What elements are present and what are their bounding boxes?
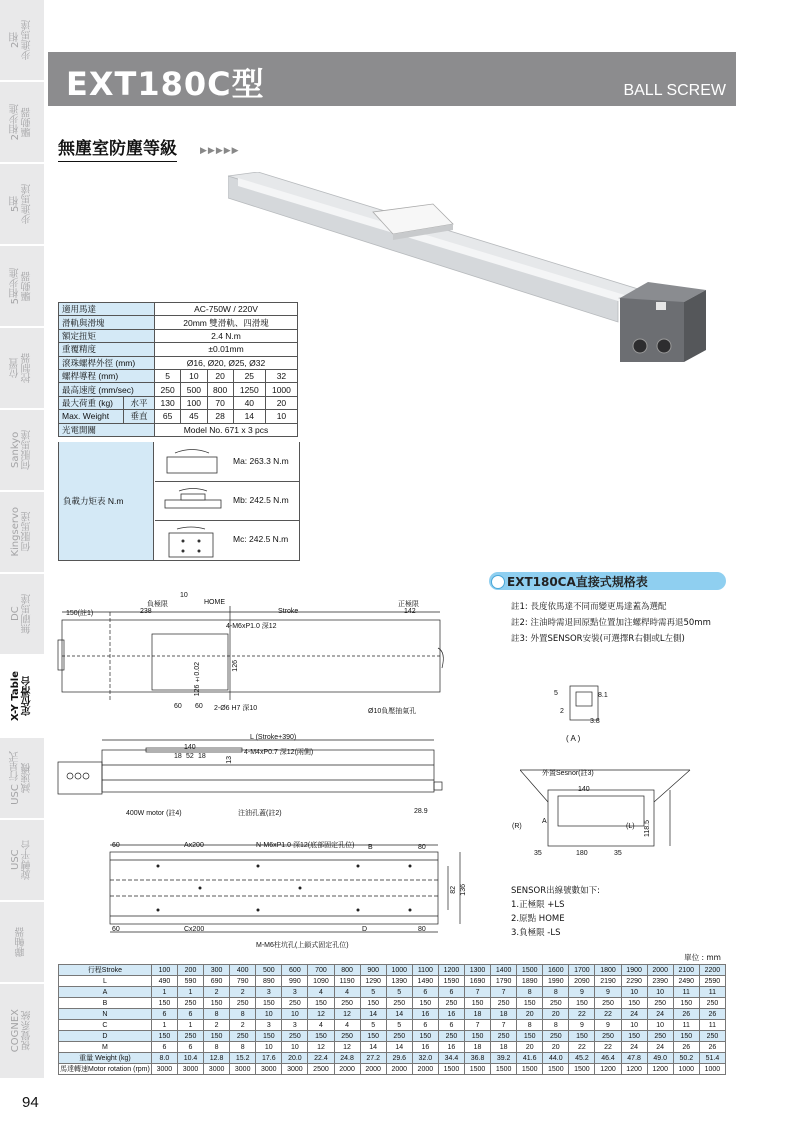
dimension-cell: 150 — [360, 1031, 386, 1042]
sidebar-item-xy-table[interactable]: X-Y Table 定位滑台 — [0, 656, 44, 738]
moment-table — [58, 442, 300, 561]
dimension-cell: 2 — [230, 987, 256, 998]
dimension-cell: 18 — [464, 1009, 490, 1020]
dimension-cell: 16 — [412, 1009, 438, 1020]
dimension-cell: 10 — [647, 1020, 673, 1031]
dimension-cell: 2190 — [595, 976, 621, 987]
dimension-row-header: C — [59, 1020, 152, 1031]
notes-block — [511, 599, 711, 647]
dimension-cell: 2000 — [647, 965, 673, 976]
dimension-cell: 150 — [151, 1031, 177, 1042]
dimension-row-header: A — [59, 987, 152, 998]
dimension-row-header: D — [59, 1031, 152, 1042]
dimension-cell: 150 — [464, 1031, 490, 1042]
dimension-cell: 400 — [230, 965, 256, 976]
dimension-cell: 250 — [282, 998, 308, 1009]
dimension-table — [58, 964, 726, 1075]
dimension-cell: 150 — [204, 1031, 230, 1042]
dimension-cell: 6 — [151, 1042, 177, 1053]
dimension-cell: 250 — [647, 998, 673, 1009]
dimension-cell: 1 — [151, 1020, 177, 1031]
dimension-cell: 3 — [282, 987, 308, 998]
dimension-cell: 2000 — [360, 1064, 386, 1075]
detail-drawings — [520, 670, 730, 860]
dimension-cell: 1590 — [438, 976, 464, 987]
sidebar-item-coupling[interactable]: 聯軸器 — [0, 902, 44, 984]
moment-ma: Ma: 263.3 N.m — [155, 442, 299, 482]
dimension-cell: 1990 — [543, 976, 569, 987]
note-2: 註2: 注油時需退回原點位置加注螺桿時需再退50mm — [511, 618, 711, 628]
dimension-row-header: 重量 Weight (kg) — [59, 1053, 152, 1064]
dimension-cell: 250 — [543, 1031, 569, 1042]
dimension-cell: 250 — [595, 1031, 621, 1042]
dimension-cell: 250 — [386, 998, 412, 1009]
dimension-cell: 16 — [438, 1009, 464, 1020]
dimension-cell: 1790 — [491, 976, 517, 987]
dimension-cell: 2000 — [412, 1064, 438, 1075]
dimension-cell: 150 — [621, 998, 647, 1009]
dimension-cell: 250 — [647, 1031, 673, 1042]
dimension-cell: 1200 — [438, 965, 464, 976]
sidebar-item-2phase-driver[interactable]: 2相步進 驅動器 — [0, 82, 44, 164]
dimension-row-header: N — [59, 1009, 152, 1020]
dimension-cell: 2100 — [673, 965, 699, 976]
dimension-cell: 22.4 — [308, 1053, 334, 1064]
dimension-cell: 24 — [647, 1042, 673, 1053]
unit-label: 單位 : mm — [684, 953, 721, 962]
dimension-cell: 7 — [491, 987, 517, 998]
dimension-cell: 1000 — [699, 1064, 725, 1075]
section-title: 無塵室防塵等級 — [58, 134, 177, 162]
dimension-cell: 9 — [569, 987, 595, 998]
dimension-cell: 16 — [438, 1042, 464, 1053]
moment-mc: Mc: 242.5 N.m — [155, 520, 299, 559]
dimension-cell: 250 — [595, 998, 621, 1009]
dimension-cell: 10 — [621, 1020, 647, 1031]
dimension-cell: 1500 — [569, 1064, 595, 1075]
technical-drawing — [50, 590, 510, 950]
product-title: EXT180C型 — [66, 65, 265, 103]
page-number: 94 — [22, 1094, 39, 1111]
dimension-cell: 24 — [647, 1009, 673, 1020]
dimension-cell: 26 — [699, 1009, 725, 1020]
dimension-cell: 600 — [282, 965, 308, 976]
dimension-cell: 9 — [595, 987, 621, 998]
note-1: 註1: 長度依馬達不同而變更馬達蓋為選配 — [511, 602, 667, 612]
dimension-cell: 2090 — [569, 976, 595, 987]
dimension-cell: 46.4 — [595, 1053, 621, 1064]
dimension-row — [59, 1042, 726, 1053]
dimension-cell: 250 — [699, 998, 725, 1009]
dimension-cell: 250 — [230, 998, 256, 1009]
dimension-cell: 150 — [204, 998, 230, 1009]
dimension-cell: 250 — [543, 998, 569, 1009]
dimension-cell: 990 — [282, 976, 308, 987]
dimension-cell: 1 — [177, 1020, 203, 1031]
dimension-cell: 12 — [334, 1009, 360, 1020]
dimension-cell: 44.0 — [543, 1053, 569, 1064]
dimension-cell: 1 — [151, 987, 177, 998]
sidebar-item-position-controller[interactable]: 位置 控制器 — [0, 328, 44, 410]
dimension-cell: 2390 — [647, 976, 673, 987]
dimension-cell: 1500 — [491, 1064, 517, 1075]
dimension-cell: 1200 — [621, 1064, 647, 1075]
note-3: 註3: 外置SENSOR安裝(可選擇R右側或L左側) — [511, 634, 685, 644]
dimension-cell: 20 — [543, 1009, 569, 1020]
dimension-cell: 150 — [256, 1031, 282, 1042]
dimension-row-header: B — [59, 998, 152, 1009]
dimension-row — [59, 965, 726, 976]
dimension-cell: 1000 — [386, 965, 412, 976]
dimension-cell: 8 — [204, 1009, 230, 1020]
dimension-cell: 1500 — [438, 1064, 464, 1075]
dimension-cell: 150 — [308, 1031, 334, 1042]
dimension-cell: 2000 — [386, 1064, 412, 1075]
dimension-cell: 2 — [204, 1020, 230, 1031]
dimension-cell: 2490 — [673, 976, 699, 987]
dimension-cell: 250 — [334, 1031, 360, 1042]
dimension-cell: 300 — [204, 965, 230, 976]
dimension-cell: 3 — [256, 1020, 282, 1031]
product-subtitle: BALL SCREW — [623, 82, 726, 99]
dimension-cell: 49.0 — [647, 1053, 673, 1064]
dimension-cell: 1890 — [517, 976, 543, 987]
dimension-cell: 6 — [438, 987, 464, 998]
dimension-cell: 5 — [360, 1020, 386, 1031]
dimension-cell: 250 — [438, 1031, 464, 1042]
dimension-row — [59, 1064, 726, 1075]
dimension-cell: 150 — [569, 998, 595, 1009]
dimension-cell: 10 — [282, 1009, 308, 1020]
dimension-row — [59, 1009, 726, 1020]
dimension-cell: 590 — [177, 976, 203, 987]
dimension-cell: 150 — [673, 998, 699, 1009]
dimension-cell: 250 — [438, 998, 464, 1009]
dimension-cell: 3 — [282, 1020, 308, 1031]
dimension-cell: 150 — [151, 998, 177, 1009]
dimension-cell: 790 — [230, 976, 256, 987]
dimension-cell: 11 — [699, 987, 725, 998]
dimension-cell: 1800 — [595, 965, 621, 976]
moment-label: 負載力矩表 N.m — [59, 442, 154, 560]
dimension-cell: 12 — [308, 1009, 334, 1020]
dimension-cell: 9 — [569, 1020, 595, 1031]
dimension-cell: 47.8 — [621, 1053, 647, 1064]
dimension-cell: 150 — [412, 998, 438, 1009]
dimension-cell: 1190 — [334, 976, 360, 987]
dimension-cell: 4 — [334, 987, 360, 998]
dimension-row-header: 馬達轉速Motor rotation (rpm) — [59, 1064, 152, 1075]
dimension-cell: 3000 — [204, 1064, 230, 1075]
sensor-wiring-notes: SENSOR出線號數如下: 1.正極限 +LS 2.原點 HOME 3.負極限 -LS — [511, 886, 600, 938]
dimension-cell: 3 — [256, 987, 282, 998]
dimension-cell: 24 — [621, 1009, 647, 1020]
sidebar-item-usc-planetary[interactable]: USC 行星式 減速機 — [0, 738, 44, 820]
dimension-cell: 2290 — [621, 976, 647, 987]
dimension-cell: 27.2 — [360, 1053, 386, 1064]
dimension-cell: 18 — [464, 1042, 490, 1053]
dimension-cell: 2000 — [334, 1064, 360, 1075]
dimension-cell: 250 — [386, 1031, 412, 1042]
dimension-cell: 50.2 — [673, 1053, 699, 1064]
dimension-cell: 15.2 — [230, 1053, 256, 1064]
dimension-cell: 18 — [491, 1009, 517, 1020]
dimension-cell: 8 — [230, 1042, 256, 1053]
dimension-cell: 900 — [360, 965, 386, 976]
dimension-cell: 5 — [386, 987, 412, 998]
dimension-cell: 700 — [308, 965, 334, 976]
dimension-cell: 6 — [438, 1020, 464, 1031]
dimension-cell: 250 — [282, 1031, 308, 1042]
dimension-row — [59, 1020, 726, 1031]
dimension-row-header: L — [59, 976, 152, 987]
dimension-cell: 3000 — [230, 1064, 256, 1075]
dimension-cell: 45.2 — [569, 1053, 595, 1064]
dimension-cell: 20 — [517, 1042, 543, 1053]
dimension-cell: 6 — [412, 987, 438, 998]
dimension-cell: 2 — [230, 1020, 256, 1031]
dimension-cell: 14 — [386, 1009, 412, 1020]
dimension-cell: 26 — [699, 1042, 725, 1053]
dimension-cell: 150 — [673, 1031, 699, 1042]
product-illustration — [228, 172, 718, 362]
dimension-cell: 4 — [308, 987, 334, 998]
dimension-cell: 2 — [204, 987, 230, 998]
dimension-cell: 150 — [569, 1031, 595, 1042]
ma-diagram-icon — [161, 447, 225, 477]
dimension-cell: 150 — [360, 998, 386, 1009]
dimension-cell: 8 — [517, 1020, 543, 1031]
dimension-cell: 2500 — [308, 1064, 334, 1075]
sidebar-item-cognex[interactable]: COGNEX 視覺系統 — [0, 984, 44, 1080]
dimension-cell: 16 — [412, 1042, 438, 1053]
dimension-cell: 150 — [256, 998, 282, 1009]
dimension-cell: 1600 — [543, 965, 569, 976]
dimension-cell: 22 — [569, 1042, 595, 1053]
dimension-cell: 1900 — [621, 965, 647, 976]
dimension-cell: 1500 — [517, 965, 543, 976]
sidebar-item-2phase-stepper[interactable]: 2相 步進馬達 — [0, 0, 44, 82]
dimension-cell: 41.6 — [517, 1053, 543, 1064]
dimension-cell: 200 — [177, 965, 203, 976]
dimension-cell: 10 — [282, 1042, 308, 1053]
dimension-cell: 6 — [412, 1020, 438, 1031]
dimension-row — [59, 998, 726, 1009]
dimension-cell: 250 — [177, 998, 203, 1009]
dimension-cell: 1490 — [412, 976, 438, 987]
dimension-cell: 4 — [308, 1020, 334, 1031]
dimension-row-header: M — [59, 1042, 152, 1053]
dimension-cell: 12 — [308, 1042, 334, 1053]
sidebar-item-dc-brushless[interactable]: DC 無刷馬達 — [0, 574, 44, 656]
dimension-cell: 150 — [464, 998, 490, 1009]
dimension-cell: 7 — [464, 987, 490, 998]
sidebar-item-sankyo-servo[interactable]: Sankyo 伺服馬達 — [0, 410, 44, 492]
dimension-cell: 36.8 — [464, 1053, 490, 1064]
sidebar-item-5phase-driver[interactable]: 5相步進 驅動器 — [0, 246, 44, 328]
dimension-cell: 11 — [673, 1020, 699, 1031]
dimension-cell: 1200 — [647, 1064, 673, 1075]
dimension-cell: 8 — [230, 1009, 256, 1020]
dimension-cell: 14 — [360, 1009, 386, 1020]
dimension-cell: 5 — [360, 987, 386, 998]
dimension-cell: 1000 — [673, 1064, 699, 1075]
dimension-cell: 5 — [386, 1020, 412, 1031]
dimension-cell: 2200 — [699, 965, 725, 976]
dimension-cell: 8 — [543, 987, 569, 998]
dimension-cell: 22 — [595, 1042, 621, 1053]
dimension-cell: 800 — [334, 965, 360, 976]
dimension-cell: 24.8 — [334, 1053, 360, 1064]
sidebar-item-usc-rotary[interactable]: USC 旋轉平台 — [0, 820, 44, 902]
moment-mb: Mb: 242.5 N.m — [155, 481, 299, 521]
dimension-cell: 100 — [151, 965, 177, 976]
dimension-cell: 490 — [151, 976, 177, 987]
dimension-cell: 1700 — [569, 965, 595, 976]
dimension-row — [59, 987, 726, 998]
dimension-cell: 11 — [673, 987, 699, 998]
dimension-cell: 26 — [673, 1009, 699, 1020]
dimension-cell: 1690 — [464, 976, 490, 987]
dimension-cell: 690 — [204, 976, 230, 987]
dimension-cell: 10.4 — [177, 1053, 203, 1064]
dimension-cell: 29.6 — [386, 1053, 412, 1064]
category-sidebar — [0, 0, 44, 1080]
dimension-cell: 1 — [177, 987, 203, 998]
dimension-cell: 8.0 — [151, 1053, 177, 1064]
dimension-cell: 4 — [334, 1020, 360, 1031]
dimension-cell: 18 — [491, 1042, 517, 1053]
sidebar-item-5phase-stepper[interactable]: 5相 步進馬達 — [0, 164, 44, 246]
dimension-cell: 6 — [151, 1009, 177, 1020]
dimension-cell: 250 — [491, 1031, 517, 1042]
dimension-cell: 500 — [256, 965, 282, 976]
dimension-cell: 150 — [621, 1031, 647, 1042]
dimension-cell: 51.4 — [699, 1053, 725, 1064]
dimension-cell: 1200 — [595, 1064, 621, 1075]
dimension-cell: 150 — [412, 1031, 438, 1042]
dimension-cell: 12 — [334, 1042, 360, 1053]
dimension-cell: 250 — [334, 998, 360, 1009]
dimension-cell: 1290 — [360, 976, 386, 987]
dimension-row-header: 行程Stroke — [59, 965, 152, 976]
dimension-cell: 10 — [256, 1009, 282, 1020]
dimension-cell: 9 — [595, 1020, 621, 1031]
dimension-cell: 250 — [491, 998, 517, 1009]
dimension-cell: 6 — [177, 1042, 203, 1053]
dimension-cell: 32.0 — [412, 1053, 438, 1064]
dimension-row — [59, 976, 726, 987]
dimension-cell: 10 — [621, 987, 647, 998]
dimension-cell: 1500 — [517, 1064, 543, 1075]
dimension-cell: 10 — [256, 1042, 282, 1053]
dimension-cell: 150 — [517, 998, 543, 1009]
dimension-cell: 14 — [386, 1042, 412, 1053]
dimension-cell: 14 — [360, 1042, 386, 1053]
dimension-cell: 26 — [673, 1042, 699, 1053]
dimension-cell: 1400 — [491, 965, 517, 976]
dimension-cell: 20.0 — [282, 1053, 308, 1064]
dimension-cell: 10 — [647, 987, 673, 998]
dimension-cell: 3000 — [282, 1064, 308, 1075]
title-banner — [48, 52, 736, 106]
dimension-cell: 22 — [569, 1009, 595, 1020]
bullet-icon — [491, 575, 505, 589]
dimension-cell: 1390 — [386, 976, 412, 987]
dimension-cell: 22 — [595, 1009, 621, 1020]
dimension-cell: 39.2 — [491, 1053, 517, 1064]
mb-diagram-icon — [161, 486, 225, 516]
dimension-cell: 6 — [177, 1009, 203, 1020]
dimension-cell: 8 — [543, 1020, 569, 1031]
dimension-cell: 20 — [543, 1042, 569, 1053]
dimension-cell: 7 — [464, 1020, 490, 1031]
dimension-cell: 3000 — [256, 1064, 282, 1075]
dimension-cell: 12.8 — [204, 1053, 230, 1064]
dimension-cell: 3000 — [151, 1064, 177, 1075]
dimension-cell: 250 — [230, 1031, 256, 1042]
dimension-cell: 250 — [699, 1031, 725, 1042]
mc-diagram-icon — [161, 525, 225, 559]
dimension-cell: 1090 — [308, 976, 334, 987]
ca-spec-header: EXT180CA直接式規格表 — [489, 572, 726, 590]
dimension-cell: 1500 — [543, 1064, 569, 1075]
dimension-cell: 890 — [256, 976, 282, 987]
dimension-cell: 1300 — [464, 965, 490, 976]
dimension-cell: 11 — [699, 1020, 725, 1031]
dimension-cell: 17.6 — [256, 1053, 282, 1064]
dimension-cell: 8 — [517, 987, 543, 998]
dimension-cell: 34.4 — [438, 1053, 464, 1064]
sidebar-item-kingservo[interactable]: Kingservo 伺服馬達 — [0, 492, 44, 574]
dimension-cell: 2590 — [699, 976, 725, 987]
dimension-cell: 20 — [517, 1009, 543, 1020]
dimension-cell: 250 — [177, 1031, 203, 1042]
dimension-cell: 1500 — [464, 1064, 490, 1075]
dimension-cell: 24 — [621, 1042, 647, 1053]
dimension-cell: 150 — [517, 1031, 543, 1042]
dimension-row — [59, 1031, 726, 1042]
dimension-cell: 150 — [308, 998, 334, 1009]
arrow-decoration: ▶▶▶▶▶ — [200, 146, 240, 156]
dimension-row — [59, 1053, 726, 1064]
dimension-cell: 3000 — [177, 1064, 203, 1075]
dimension-cell: 1100 — [412, 965, 438, 976]
spec-table: 適用馬達 AC-750W / 220V 滑軌與滑塊 20mm 雙滑軌、四滑塊 額定扭矩 2.4 N.m 重覆精度 ±0.01mm 滾珠螺桿外徑 (mm) Ø16, Ø20, Ø25, Ø32 螺桿導程 (mm) 5 10 20 25 32 最高速度 (mm/sec) 250 500 800 1250 1000 最大荷重 (kg) 水平 130 100 70 40 20 Max. Weight 垂直 65 45 28 14 10 光電開關 Model No. 671 x 3 pcs — [58, 302, 298, 437]
dimension-cell: 7 — [491, 1020, 517, 1031]
dimension-cell: 8 — [204, 1042, 230, 1053]
